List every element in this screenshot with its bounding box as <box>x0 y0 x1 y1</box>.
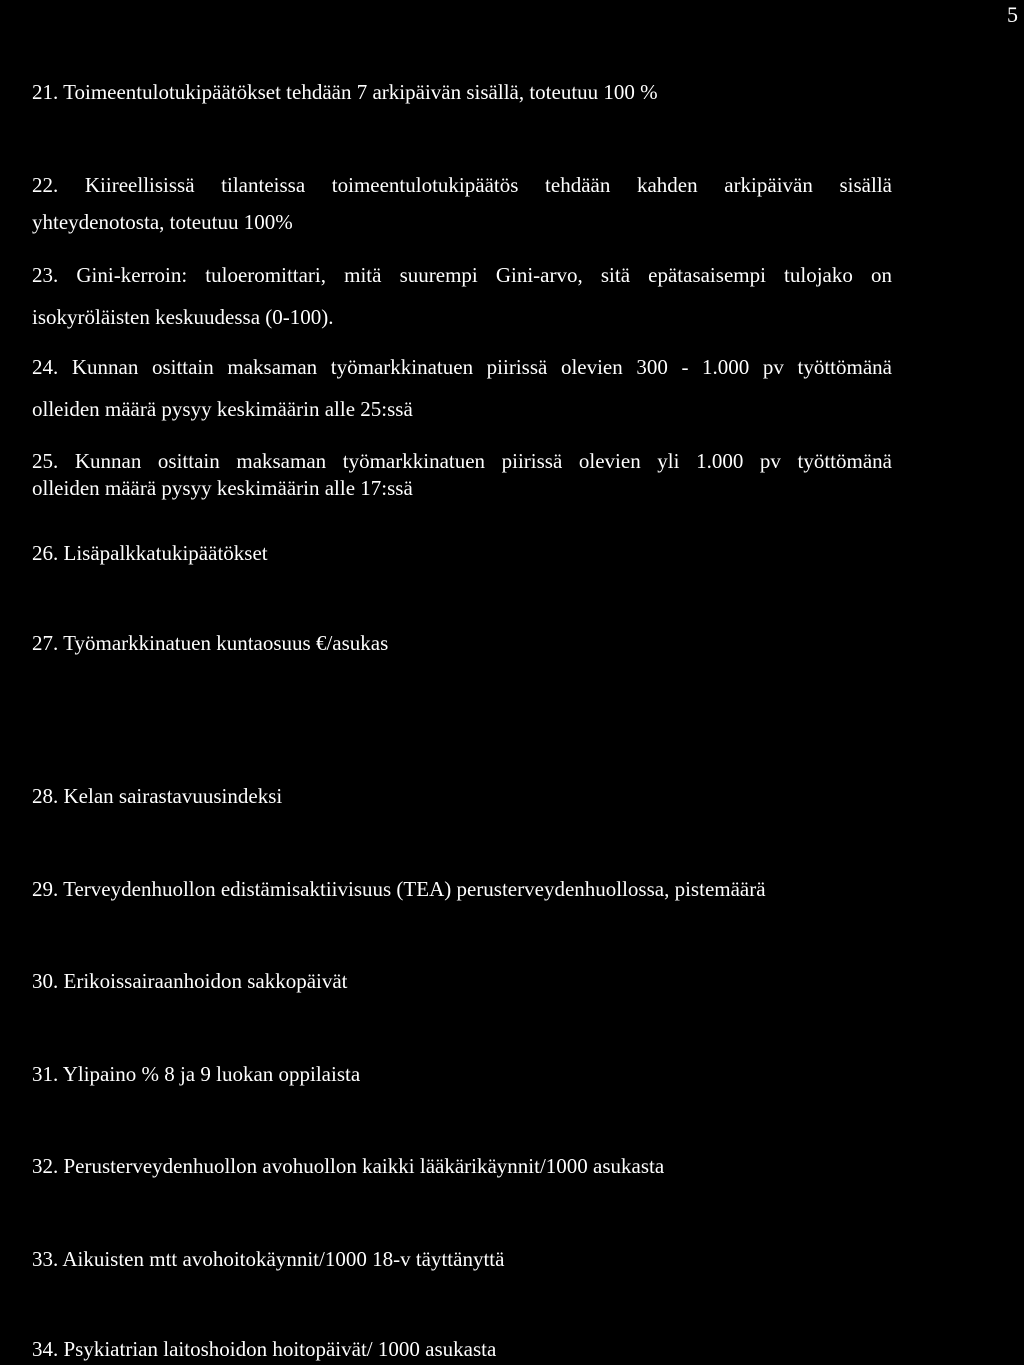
list-item-text: 27. Työmarkkinatuen kuntaosuus €/asukas <box>32 631 389 655</box>
list-item-text: 30. Erikoissairaanhoidon sakkopäivät <box>32 969 348 993</box>
list-item-27 <box>32 633 892 654</box>
list-item-text: 22. Kiireellisissä tilanteissa toimeentulotukipäätös tehdään kahden arkipäivän sisällä <box>32 173 892 197</box>
list-item-text: yhteydenotosta, toteutuu 100% <box>32 210 293 234</box>
list-item-31 <box>32 1064 892 1085</box>
list-item-text: 25. Kunnan osittain maksaman työmarkkinatuen piirissä olevien yli 1.000 pv työttömänä <box>32 449 892 473</box>
list-item-22 <box>32 175 892 233</box>
list-item-text: olleiden määrä pysyy keskimäärin alle 25:ssä <box>32 397 413 421</box>
list-item-28 <box>32 786 892 807</box>
list-item-24 <box>32 357 892 420</box>
list-item-25 <box>32 451 892 499</box>
list-item-21 <box>32 82 892 103</box>
list-item-text: olleiden määrä pysyy keskimäärin alle 17:ssä <box>32 476 413 500</box>
list-item-text: 32. Perusterveydenhuollon avohuollon kaikki lääkärikäynnit/1000 asukasta <box>32 1154 665 1178</box>
list-item-text: 31. Ylipaino % 8 ja 9 luokan oppilaista <box>32 1062 361 1086</box>
page-number: 5 <box>1007 2 1018 27</box>
list-item-text: 26. Lisäpalkkatukipäätökset <box>32 541 268 565</box>
list-item-32 <box>32 1156 892 1177</box>
list-item-text: 28. Kelan sairastavuusindeksi <box>32 784 283 808</box>
list-item-text: 34. Psykiatrian laitoshoidon hoitopäivät/ 1000 asukasta <box>32 1337 497 1361</box>
list-item-23 <box>32 265 892 328</box>
list-item-text: 29. Terveydenhuollon edistämisaktiivisuus (TEA) perusterveydenhuollossa, pistemäärä <box>32 877 766 901</box>
list-item-text: 23. Gini-kerroin: tuloeromittari, mitä suurempi Gini-arvo, sitä epätasaisempi tulojako on <box>32 263 892 287</box>
list-item-29 <box>32 879 892 900</box>
list-item-text: isokyröläisten keskuudessa (0-100). <box>32 305 334 329</box>
list-item-33 <box>32 1249 892 1270</box>
list-item-34 <box>32 1339 892 1360</box>
list-item-text: 33. Aikuisten mtt avohoitokäynnit/1000 18-v täyttänyttä <box>32 1247 505 1271</box>
list-item-26 <box>32 543 892 564</box>
list-item-30 <box>32 971 892 992</box>
list-item-text: 24. Kunnan osittain maksaman työmarkkinatuen piirissä olevien 300 - 1.000 pv työttömänä <box>32 355 892 379</box>
list-item-text: 21. Toimeentulotukipäätökset tehdään 7 arkipäivän sisällä, toteutuu 100 % <box>32 80 658 104</box>
